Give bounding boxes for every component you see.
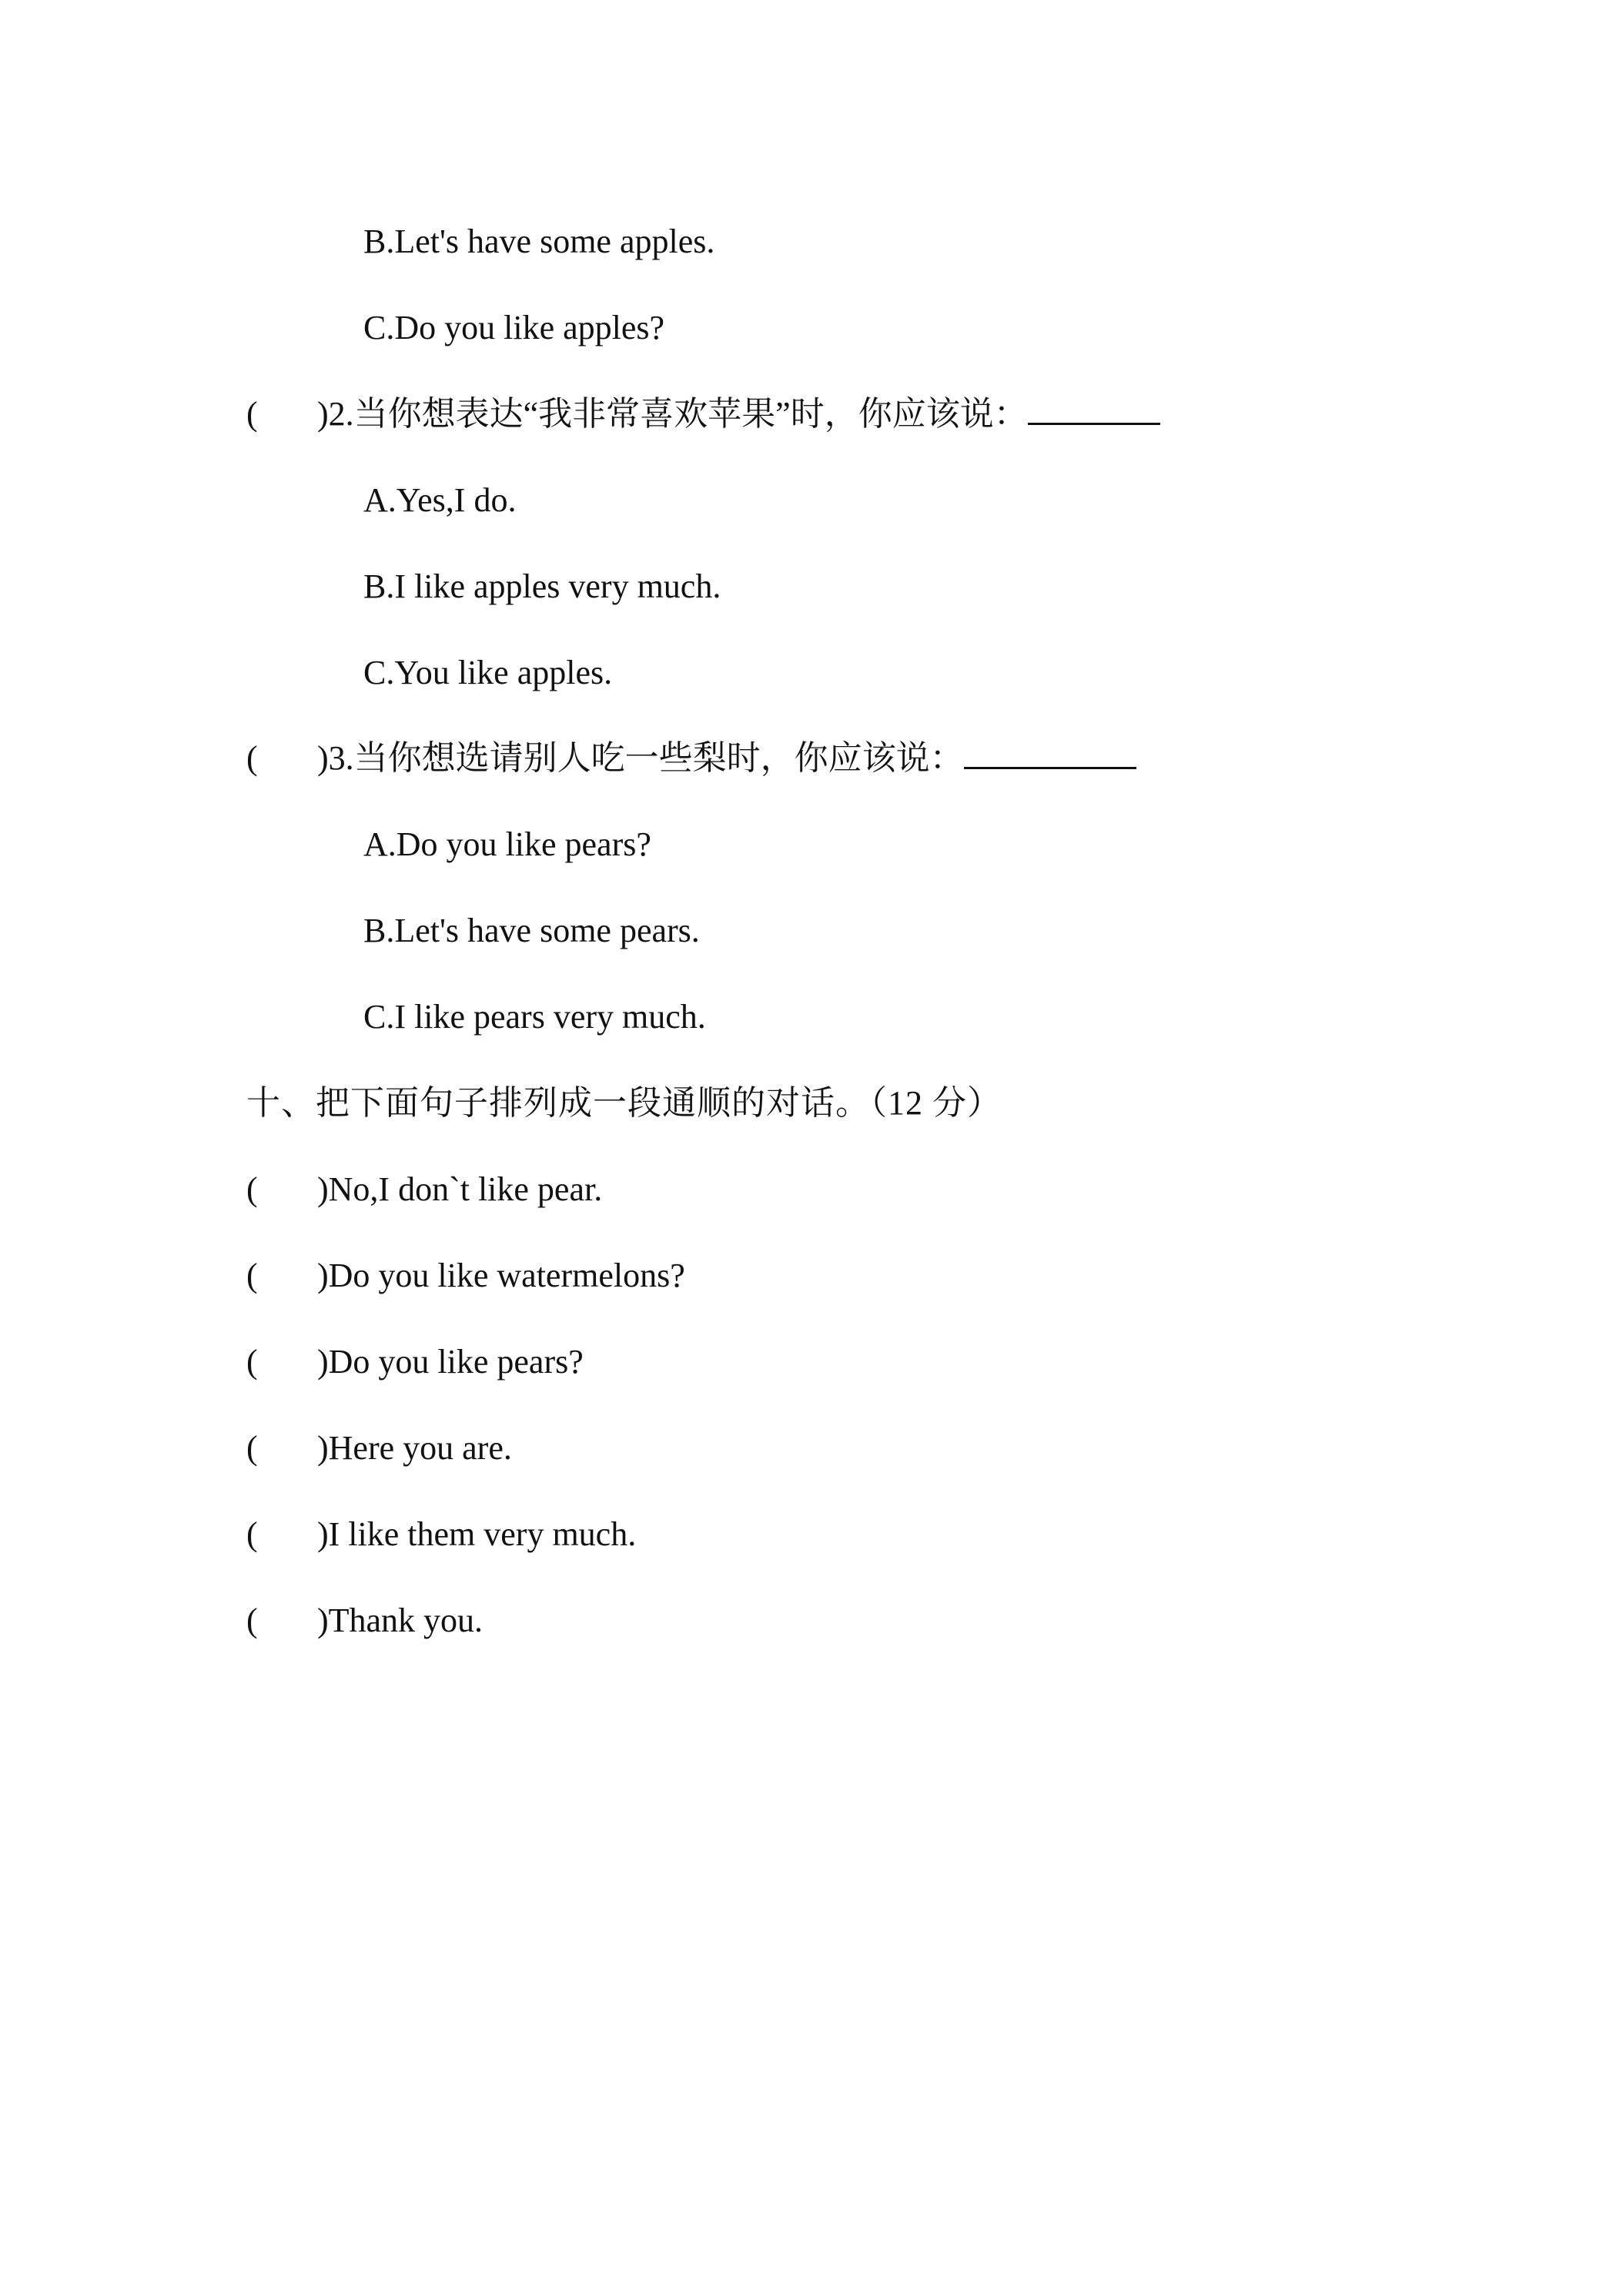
q2-prompt: )2.当你想表达“我非常喜欢苹果”时，你应该说： [317,395,1028,433]
section-10-heading: 十、把下面句子排列成一段通顺的对话。（12 分） [246,1084,1002,1122]
q3-option-c: C.I like pears very much. [363,998,706,1036]
q3-row [246,735,1136,782]
q2-option-b: B.I like apples very much. [363,567,721,605]
q3-prompt: )3.当你想选请别人吃一些梨时，你应该说： [317,739,964,777]
dialogue-item [246,1166,602,1213]
q1-option-b: B.Let's have some apples. [363,223,715,260]
dialogue-text: )Here you are. [317,1429,512,1467]
dialogue-text: )I like them very much. [317,1515,637,1553]
q2-row [246,391,1160,437]
dialogue-text: )Thank you. [317,1602,484,1639]
dialogue-text: )No,I don`t like pear. [317,1170,603,1208]
dialogue-order-bracket[interactable]: ( [246,1515,258,1553]
dialogue-order-bracket[interactable]: ( [246,1602,258,1639]
q3-option-a: A.Do you like pears? [363,825,651,863]
dialogue-item [246,1425,512,1471]
q2-option-c: C.You like apples. [363,654,613,691]
dialogue-order-bracket[interactable]: ( [246,1257,258,1294]
dialogue-order-bracket[interactable]: ( [246,1429,258,1467]
dialogue-item [246,1253,685,1299]
dialogue-order-bracket[interactable]: ( [246,1170,258,1208]
dialogue-text: )Do you like pears? [317,1343,584,1381]
q2-answer-bracket[interactable]: ( [246,395,258,433]
dialogue-item [246,1598,483,1644]
dialogue-text: )Do you like watermelons? [317,1257,685,1294]
q3-answer-blank[interactable] [964,736,1136,769]
q3-answer-bracket[interactable]: ( [246,739,258,777]
q2-answer-blank[interactable] [1028,392,1160,425]
dialogue-item [246,1511,636,1558]
dialogue-order-bracket[interactable]: ( [246,1343,258,1381]
dialogue-item [246,1339,584,1385]
q2-option-a: A.Yes,I do. [363,481,517,519]
q3-option-b: B.Let's have some pears. [363,912,700,949]
q1-option-c: C.Do you like apples? [363,309,665,346]
